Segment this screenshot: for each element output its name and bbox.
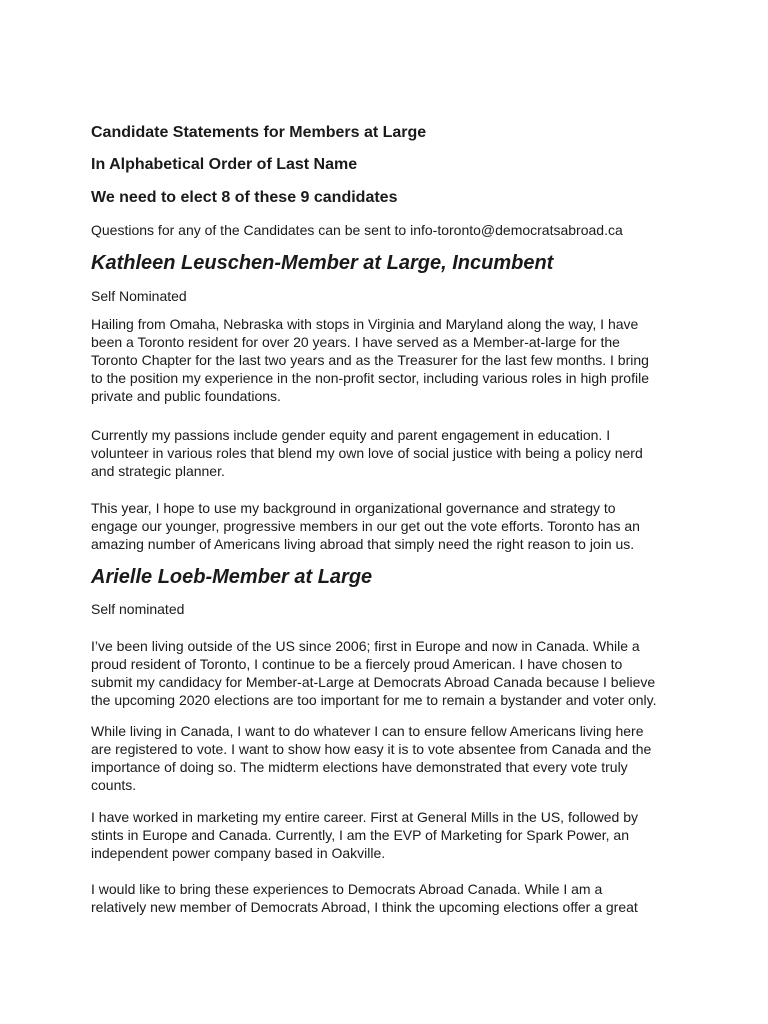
candidate-paragraph xyxy=(91,499,691,553)
paragraph-line: been a Toronto resident for over 20 years. I have served as a Member-at-large for the xyxy=(91,334,620,350)
paragraph-line: engage our younger, progressive members in our get out the vote efforts. Toronto has an xyxy=(91,518,640,534)
paragraph-line: the upcoming 2020 elections are too important for me to remain a bystander and voter only. xyxy=(91,692,657,708)
candidate-nomination: Self Nominated xyxy=(91,288,187,304)
paragraph-line: to the position my experience in the non-profit sector, including various roles in high profile xyxy=(91,370,649,386)
paragraph-line: are registered to vote. I want to show how easy it is to vote absentee from Canada and the xyxy=(91,741,652,757)
candidate-paragraph xyxy=(91,426,691,480)
candidate-title: Arielle Loeb-Member at Large xyxy=(91,566,373,588)
candidate-paragraph xyxy=(91,315,691,405)
candidate-paragraph xyxy=(91,722,691,794)
paragraph-line: submit my candidacy for Member-at-Large at Democrats Abroad Canada because I believe xyxy=(91,674,656,690)
paragraph-line: While living in Canada, I want to do whatever I can to ensure fellow Americans living here xyxy=(91,723,644,739)
paragraph-line: volunteer in various roles that blend my own love of social justice with being a policy nerd xyxy=(91,445,643,461)
candidate-nomination: Self nominated xyxy=(91,601,185,617)
candidate-paragraph xyxy=(91,880,691,916)
candidate-paragraph xyxy=(91,808,691,862)
paragraph-line: Toronto Chapter for the last two years and as the Treasurer for the last few months. I bring xyxy=(91,352,649,368)
paragraph-line: independent power company based in Oakville. xyxy=(91,845,386,861)
candidate-paragraph xyxy=(91,637,691,709)
paragraph-line: I’ve been living outside of the US since 2006; first in Europe and now in Canada. While a xyxy=(91,638,640,654)
candidate-title: Kathleen Leuschen-Member at Large, Incumbent xyxy=(91,252,554,274)
paragraph-line: relatively new member of Democrats Abroad, I think the upcoming elections offer a great xyxy=(91,899,638,915)
paragraph-line: I would like to bring these experiences to Democrats Abroad Canada. While I am a xyxy=(91,881,603,897)
document-subheading-order: In Alphabetical Order of Last Name xyxy=(91,156,358,173)
questions-note: Questions for any of the Candidates can be sent to info-toronto@democratsabroad.ca xyxy=(91,222,623,238)
paragraph-line: counts. xyxy=(91,777,137,793)
paragraph-line: amazing number of Americans living abroad that simply need the right reason to join us. xyxy=(91,536,635,552)
document-heading: Candidate Statements for Members at Large xyxy=(91,124,427,141)
paragraph-line: Hailing from Omaha, Nebraska with stops in Virginia and Maryland along the way, I have xyxy=(91,316,639,332)
paragraph-line: I have worked in marketing my entire career. First at General Mills in the US, followed by xyxy=(91,809,638,825)
paragraph-line: importance of doing so. The midterm elections have demonstrated that every vote truly xyxy=(91,759,628,775)
document-subheading-elect: We need to elect 8 of these 9 candidates xyxy=(91,189,398,206)
paragraph-line: proud resident of Toronto, I continue to be a fiercely proud American. I have chosen to xyxy=(91,656,623,672)
paragraph-line: stints in Europe and Canada. Currently, I am the EVP of Marketing for Spark Power, an xyxy=(91,827,629,843)
paragraph-line: This year, I hope to use my background in organizational governance and strategy to xyxy=(91,500,616,516)
paragraph-line: Currently my passions include gender equity and parent engagement in education. I xyxy=(91,427,611,443)
paragraph-line: and strategic planner. xyxy=(91,463,225,479)
paragraph-line: private and public foundations. xyxy=(91,388,281,404)
